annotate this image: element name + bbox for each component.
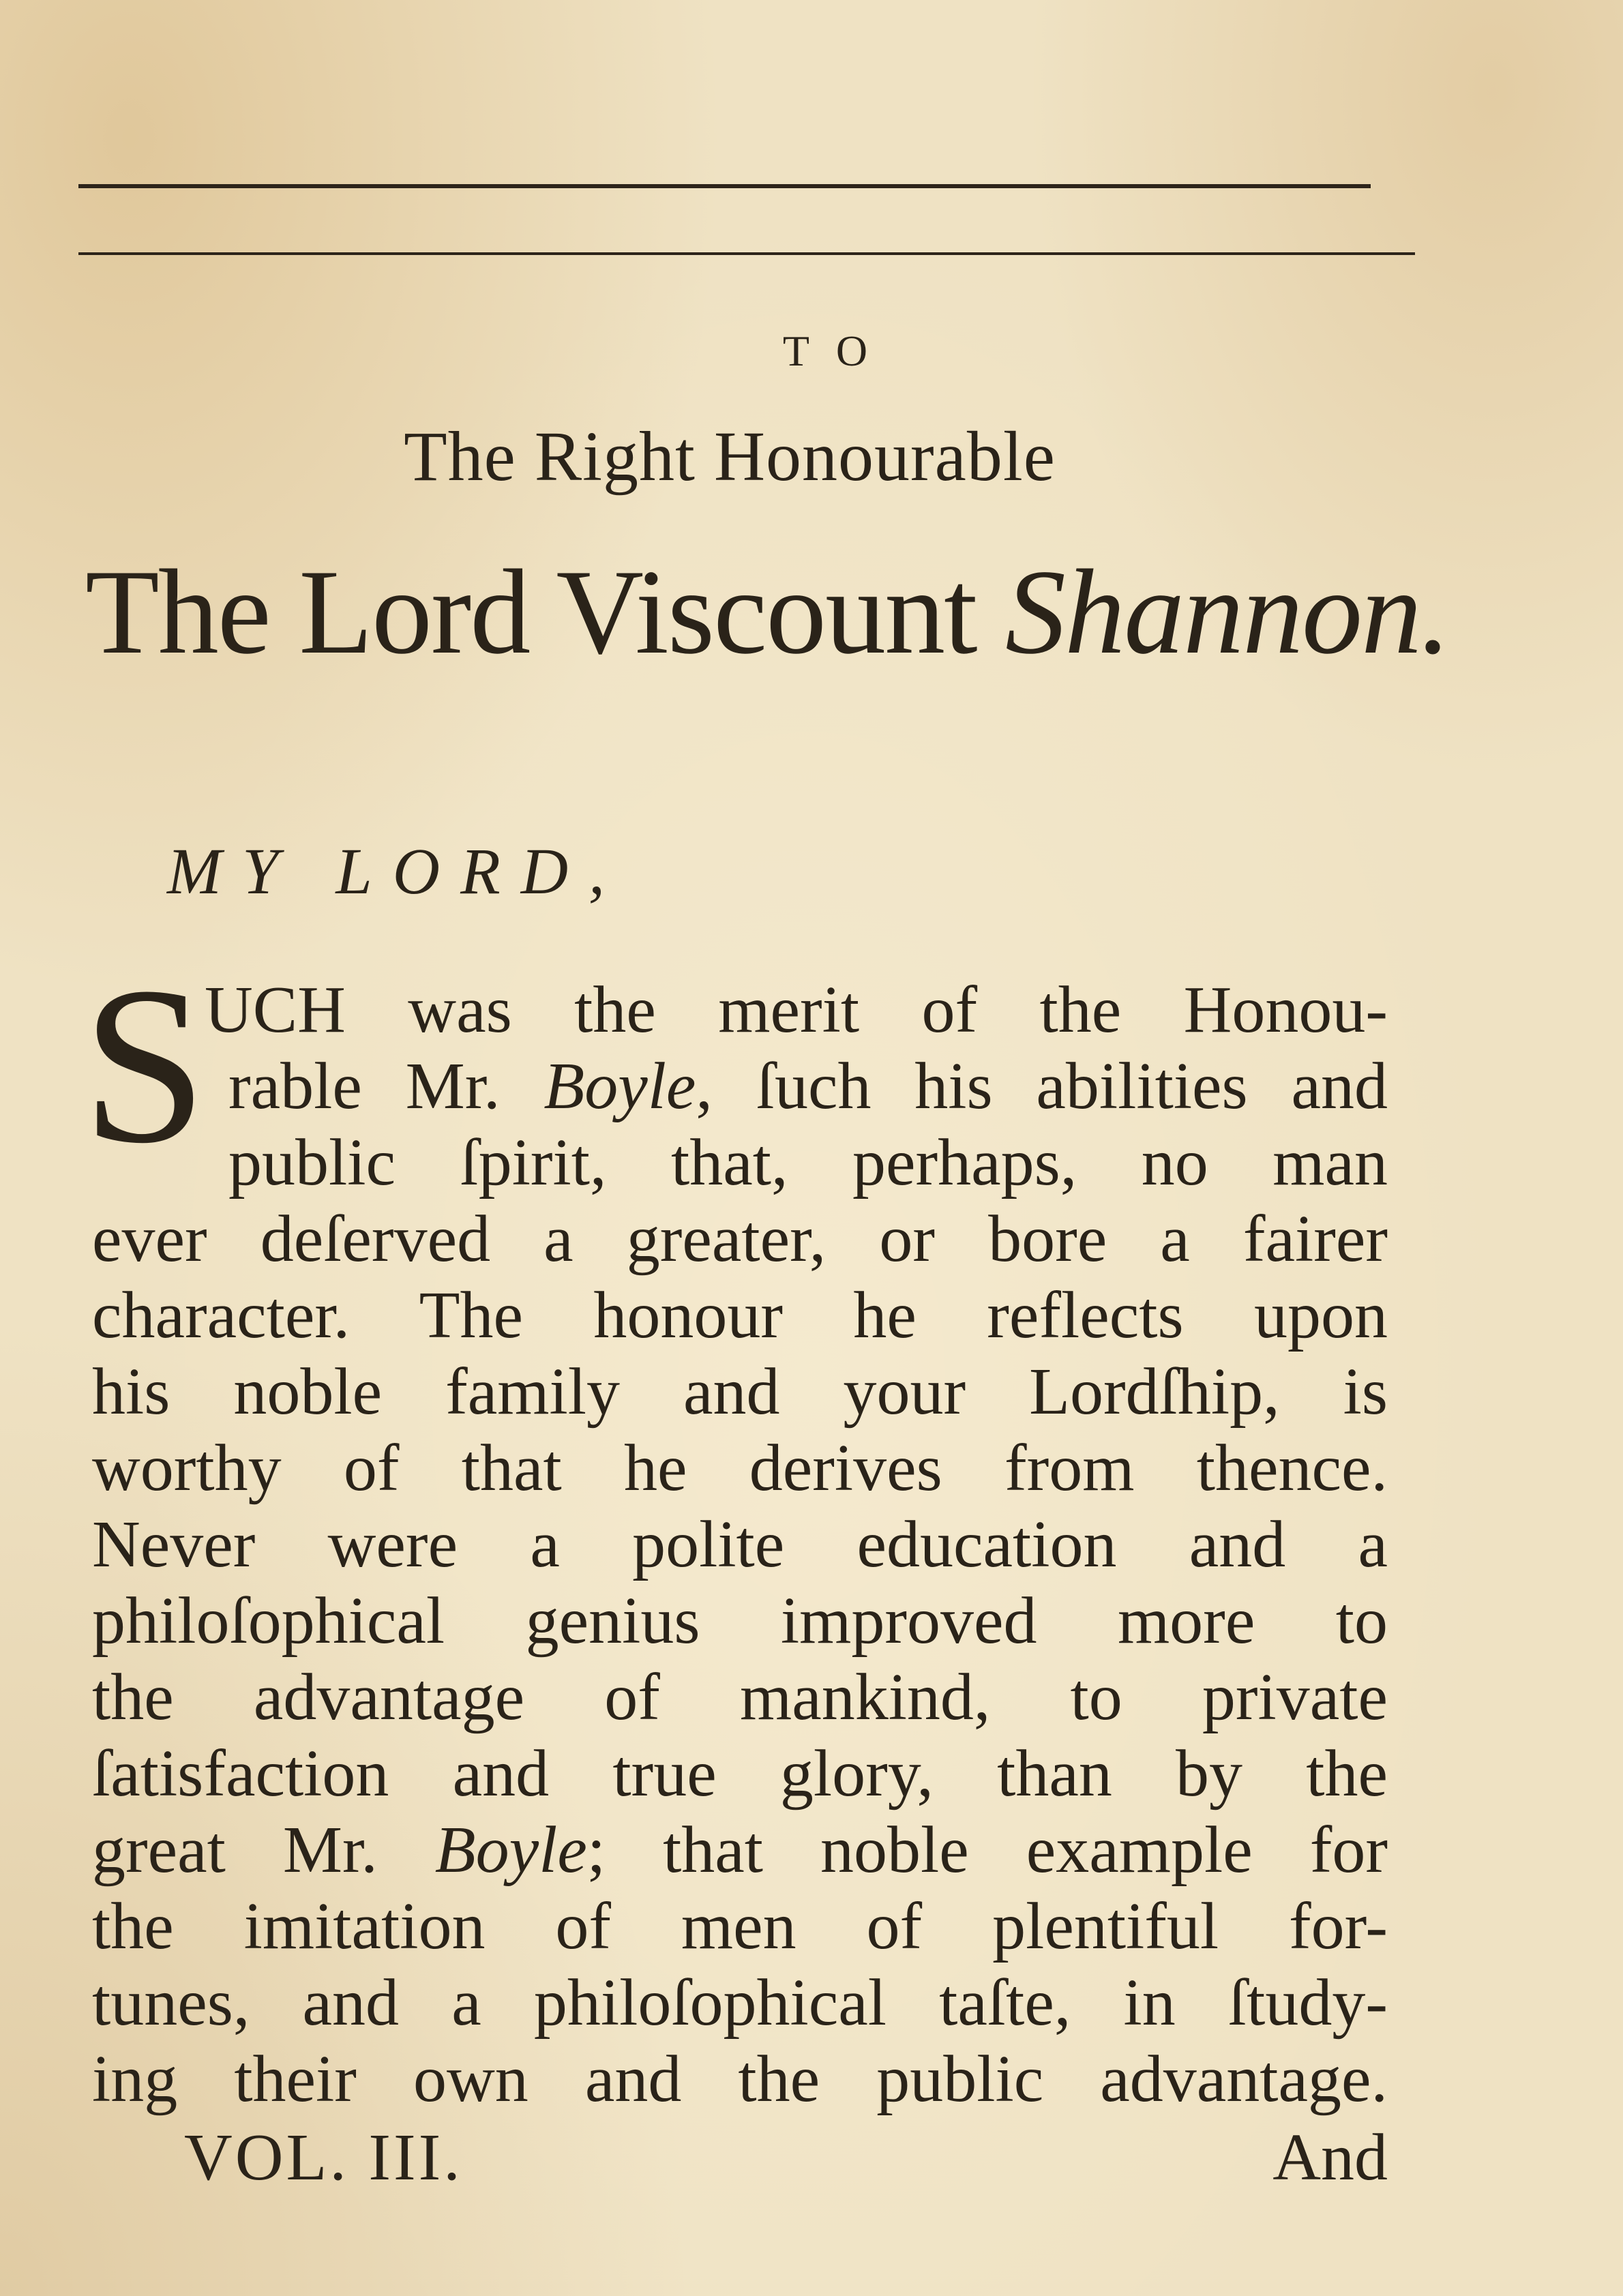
body-line: the advantage of mankind, to private: [92, 1660, 1388, 1734]
body-line: ſatisfaction and true glory, than by the: [92, 1737, 1388, 1810]
volume-signature: VOL. III.: [184, 2121, 463, 2194]
body-line: the imitation of men of plentiful for-: [92, 1890, 1388, 1963]
dedicatee-prefix: The Lord Viscount: [85, 544, 977, 679]
salutation: MY LORD,: [167, 835, 626, 908]
body-line: UCH was the merit of the Honou-: [205, 973, 1388, 1047]
dedication-to: TO: [782, 327, 895, 375]
body-line: great Mr. Boyle; that noble example for: [92, 1813, 1388, 1887]
drop-cap: S: [82, 941, 207, 1190]
top-rule: [78, 184, 1371, 188]
catchword: And: [1272, 2121, 1388, 2194]
body-line: ever deſerved a greater, or bore a fairer: [92, 1202, 1388, 1276]
body-line: Never were a polite education and a: [92, 1508, 1388, 1581]
dedicatee-name: Shannon.: [1005, 544, 1450, 679]
body-line: philoſophical genius improved more to: [92, 1584, 1388, 1658]
body-line: public ſpirit, that, perhaps, no man: [228, 1126, 1388, 1199]
body-line: character. The honour he reflects upon: [92, 1279, 1388, 1352]
body-line: ing their own and the public advantage.: [92, 2042, 1388, 2116]
dedicatee-title: The Right Honourable: [404, 417, 1056, 496]
dedicatee-line: [85, 546, 1517, 679]
body-line: worthy of that he derives from thence.: [92, 1431, 1388, 1505]
body-line: rable Mr. Boyle, ſuch his abilities and: [228, 1049, 1388, 1123]
body-line: tunes, and a philoſophical taſte, in ſtudy-: [92, 1966, 1388, 2040]
body-line: his noble family and your Lordſhip, is: [92, 1355, 1388, 1429]
second-rule: [78, 252, 1415, 255]
